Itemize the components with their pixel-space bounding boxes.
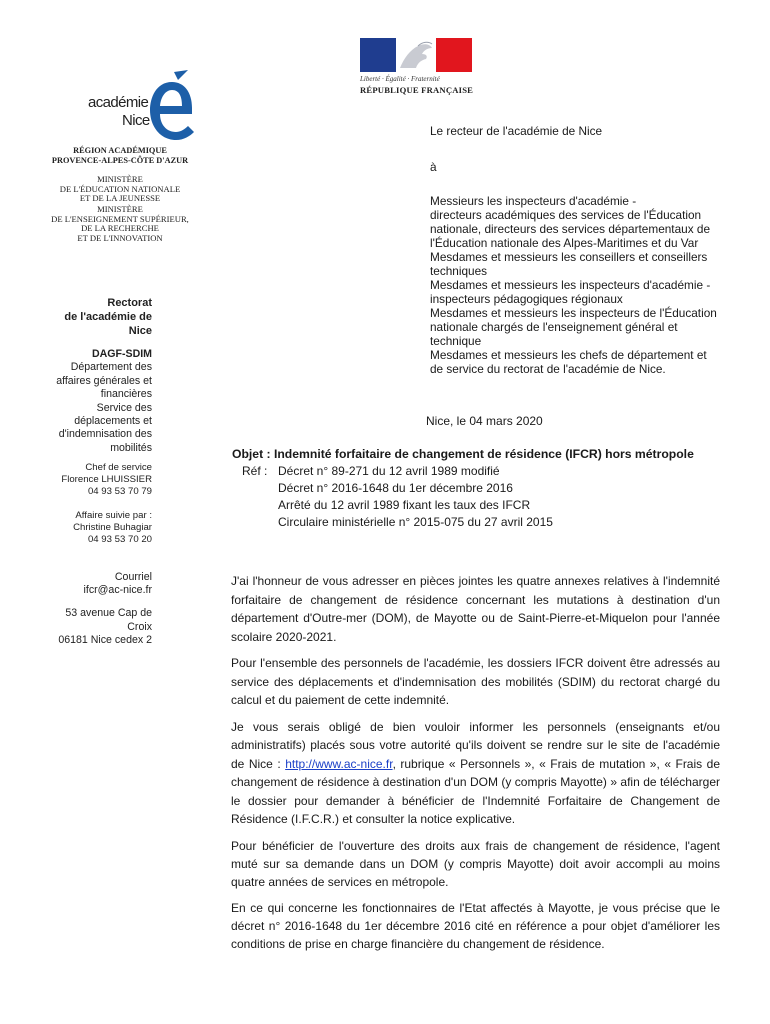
region-academique bbox=[30, 146, 210, 165]
ref-item: Décret n° 89-271 du 12 avril 1989 modifié bbox=[278, 464, 500, 478]
academie-text: académie bbox=[88, 94, 149, 111]
ministry-line: MINISTÈRE bbox=[97, 204, 143, 214]
ministry-line: DE L'ENSEIGNEMENT SUPÉRIEUR, bbox=[51, 213, 189, 224]
paragraph-text: , rubrique « Personnels », « Frais de mutation », « Frais de changement de résidence à destination d'un DOM (y compris Mayotte) » afin de télécharger le dossier pour demander à bénéficier de l'Indemnité Forfaitaire de Changement de Résidence (I.F.C.R.) et consulter la notice explicative. bbox=[231, 756, 720, 826]
republique-francaise-logo bbox=[360, 38, 472, 95]
ref-item: Arrêté du 12 avril 1989 fixant les taux des IFCR bbox=[278, 498, 531, 512]
ministere-enseignement bbox=[30, 205, 210, 243]
recipient-line: technique bbox=[430, 334, 482, 348]
courriel-email: ifcr@ac-nice.fr bbox=[83, 584, 152, 597]
ministry-line: ET DE LA JEUNESSE bbox=[79, 193, 161, 203]
rectorat-line: Nice bbox=[128, 325, 152, 337]
paragraph: J'ai l'honneur de vous adresser en pièces jointes les quatre annexes relatives à l'indemnité forfaitaire de changement de résidence concernant les mutations à destination d'un département d'Outre-mer (DOM), de Mayotte ou de Saint-Pierre-et-Miquelon pour l'année scolaire 2020-2021. bbox=[231, 574, 720, 644]
ministry-line: DE L'ÉDUCATION NATIONALE bbox=[59, 183, 181, 194]
suivie-line: Christine Buhagiar bbox=[73, 522, 152, 533]
region-line: RÉGION ACADÉMIQUE bbox=[73, 146, 167, 155]
letter-body bbox=[231, 572, 720, 961]
recipient-line: nationale chargés de l'enseignement général et bbox=[430, 320, 678, 334]
sidebar-contact bbox=[58, 571, 152, 647]
region-line: PROVENCE-ALPES-CÔTE D'AZUR bbox=[51, 155, 189, 165]
paragraph-text: Je vous serais obligé de bien vouloir informer les personnels (enseignants et/ou administratifs) placés sous votre autorité qu'ils doivent se rendre sur le site de l'académie de Nice : bbox=[231, 719, 720, 771]
dagf-line: financières bbox=[100, 388, 152, 401]
academie-e-icon bbox=[148, 70, 196, 144]
chef-line: 04 93 53 70 79 bbox=[87, 486, 152, 497]
rectorat-line: de l'académie de bbox=[64, 311, 152, 323]
recipient-line: Mesdames et messieurs les inspecteurs d'académie - bbox=[430, 278, 711, 292]
chef-line: Chef de service bbox=[85, 462, 152, 473]
dagf-line: déplacements et bbox=[74, 415, 152, 428]
academie-logo bbox=[88, 70, 208, 144]
address-line: Croix bbox=[127, 620, 152, 633]
sidebar-affaire-suivie bbox=[73, 510, 152, 546]
marianne-flag-icon bbox=[360, 38, 472, 72]
recipient-line: nationale, directeurs des services départementaux de bbox=[430, 222, 711, 236]
recipient-line: inspecteurs pédagogiques régionaux bbox=[430, 292, 623, 306]
academie-site-link[interactable]: http://www.ac-nice.fr bbox=[285, 756, 393, 771]
dagf-line: affaires générales et bbox=[56, 374, 152, 387]
rf-name: RÉPUBLIQUE FRANÇAISE bbox=[360, 85, 474, 95]
recipient-line: Mesdames et messieurs les conseillers et conseillers bbox=[430, 250, 708, 264]
dagf-line: Département des bbox=[70, 361, 152, 374]
courriel-label: Courriel bbox=[114, 571, 152, 583]
recipient-line: de service du rectorat de l'académie de Nice. bbox=[430, 362, 666, 376]
sender: Le recteur de l'académie de Nice bbox=[430, 124, 603, 138]
recipient-line: directeurs académiques des services de l'Éducation bbox=[430, 208, 702, 222]
sidebar-chef-service bbox=[61, 462, 152, 498]
recipient-line: Messieurs les inspecteurs d'académie - bbox=[430, 194, 637, 208]
rectorat-line: Rectorat bbox=[107, 297, 152, 309]
address-line: 06181 Nice cedex 2 bbox=[58, 633, 152, 646]
paragraph: En ce qui concerne les fonctionnaires de l'Etat affectés à Mayotte, je vous précise que le décret n° 2016-1648 du 1er décembre 2016 cité en référence a pour objet d'améliorer les conditions de prise en charge financière du changement de résidence. bbox=[231, 900, 720, 951]
references bbox=[242, 463, 553, 531]
sidebar-rectorat bbox=[64, 296, 152, 338]
recipient-line: Mesdames et messieurs les chefs de département et bbox=[430, 348, 707, 362]
recipient-block bbox=[430, 124, 750, 376]
suivie-line: Affaire suivie par : bbox=[75, 510, 152, 521]
chef-line: Florence LHUISSIER bbox=[61, 474, 152, 485]
recipient-line: Mesdames et messieurs les inspecteurs de l'Éducation bbox=[430, 306, 717, 320]
address-line: 53 avenue Cap de bbox=[65, 607, 152, 620]
letter-subject: Objet : Indemnité forfaitaire de changement de résidence (IFCR) hors métropole bbox=[232, 447, 694, 461]
rf-motto: Liberté · Égalité · Fraternité bbox=[360, 75, 440, 83]
dagf-line: mobilités bbox=[110, 441, 152, 454]
recipient-line: techniques bbox=[430, 264, 488, 278]
paragraph: Pour bénéficier de l'ouverture des droits aux frais de changement de résidence, l'agent muté sur sa demande dans un DOM (y compris Mayotte) doit avoir accompli au moins quatre années de services en métropole. bbox=[231, 838, 720, 889]
ministry-line: DE LA RECHERCHE bbox=[81, 223, 159, 233]
recipient-line: l'Éducation nationale des Alpes-Maritimes et du Var bbox=[430, 236, 699, 250]
suivie-line: 04 93 53 70 20 bbox=[87, 534, 152, 545]
ref-label: Réf : bbox=[242, 464, 268, 478]
to-label: à bbox=[430, 160, 437, 174]
dagf-line: d'indemnisation des bbox=[58, 428, 152, 441]
sidebar-dagf bbox=[56, 348, 152, 455]
ministry-line: ET DE L'INNOVATION bbox=[77, 232, 163, 243]
dagf-title: DAGF-SDIM bbox=[91, 348, 152, 360]
ref-item: Décret n° 2016-1648 du 1er décembre 2016 bbox=[278, 481, 513, 495]
ministere-education bbox=[30, 175, 210, 204]
dagf-line: Service des bbox=[96, 401, 152, 414]
paragraph: Pour l'ensemble des personnels de l'académie, les dossiers IFCR doivent être adressés au service des déplacements et d'indemnisation des mobilités (SDIM) du rectorat chargé du calcul et du paiement de cette indemnité. bbox=[231, 656, 720, 707]
letter-date: Nice, le 04 mars 2020 bbox=[426, 414, 543, 428]
ministry-line: MINISTÈRE bbox=[97, 174, 143, 184]
ref-item: Circulaire ministérielle n° 2015-075 du 27 avril 2015 bbox=[278, 515, 553, 529]
nice-text: Nice bbox=[122, 112, 150, 129]
paragraph bbox=[231, 718, 720, 829]
